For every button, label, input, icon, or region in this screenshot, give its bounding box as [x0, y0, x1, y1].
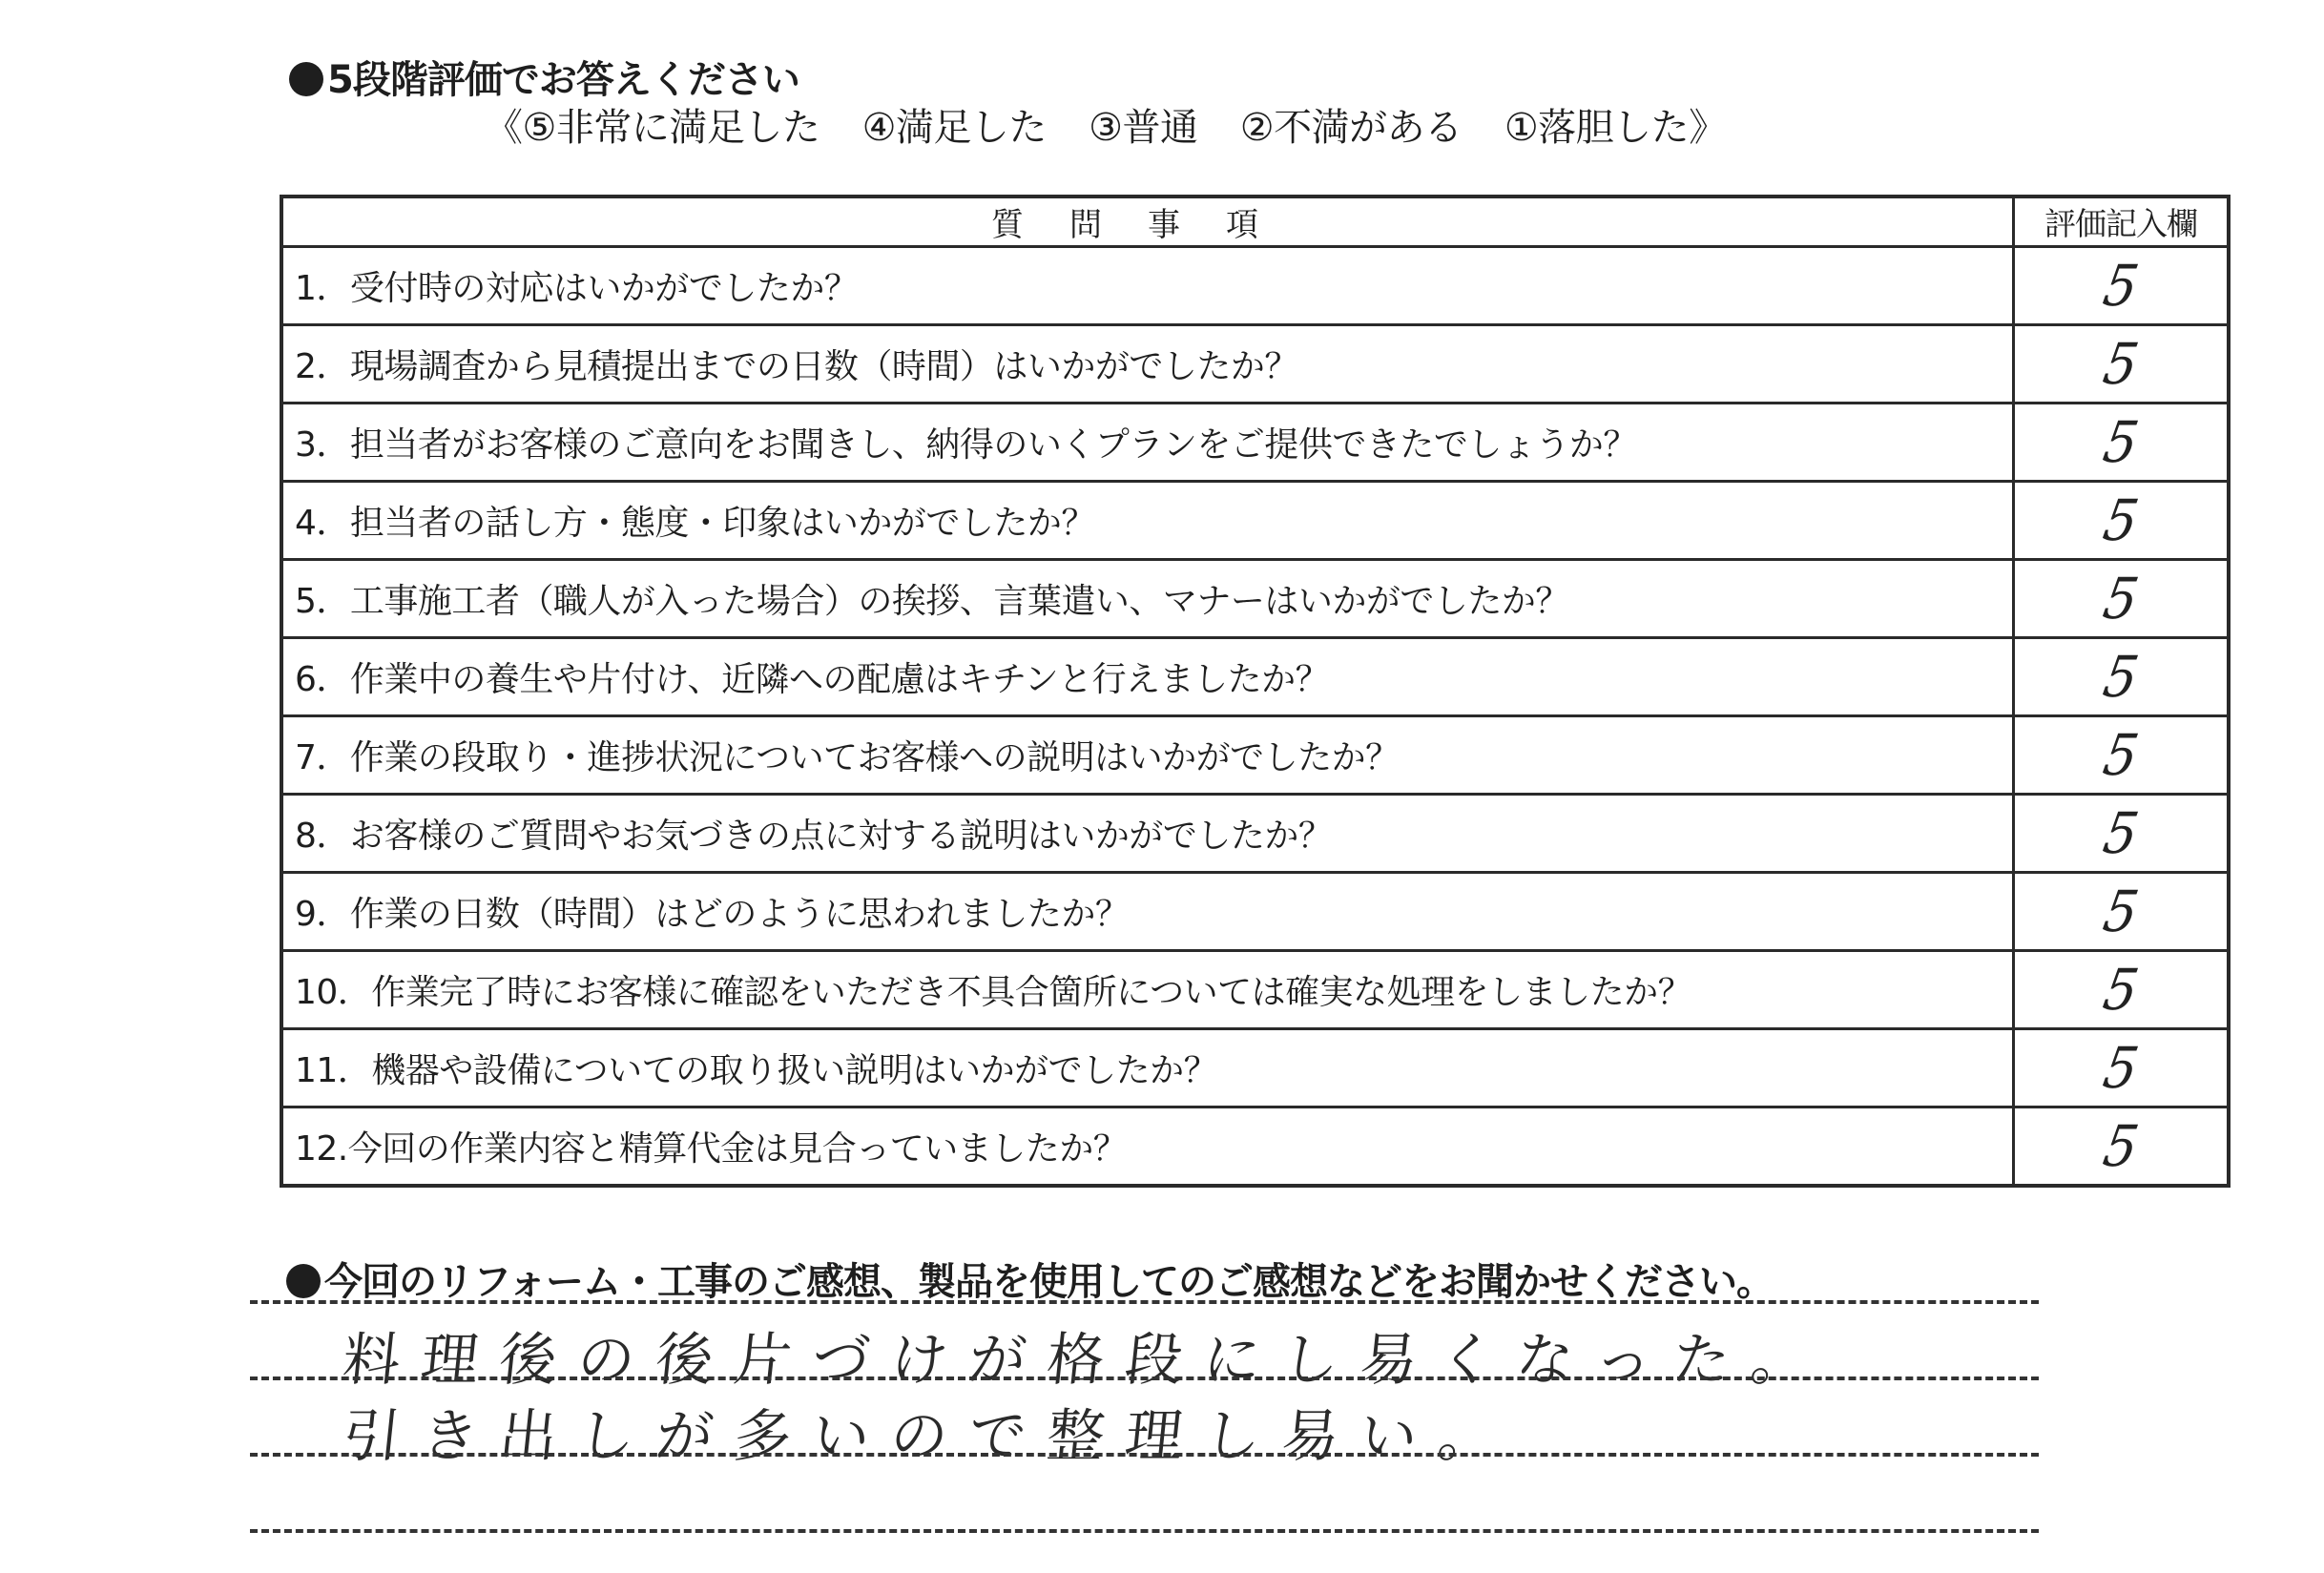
question-cell: 1．受付時の対応はいかがでしたか？	[281, 247, 2014, 325]
question-cell: 8．お客様のご質問やお気づきの点に対する説明はいかがでしたか？	[281, 795, 2014, 873]
question-cell: 12.今回の作業内容と精算代金は見合っていましたか？	[281, 1107, 2014, 1187]
rating-cell[interactable]	[2014, 325, 2230, 404]
scale-4: ④満足した	[861, 106, 1047, 150]
question-cell: 6．作業中の養生や片付け、近隣への配慮はキチンと行えましたか？	[281, 638, 2014, 716]
question-cell: 5．工事施工者（職人が入った場合）の挨拶、言葉遣い、マナーはいかがでしたか？	[281, 560, 2014, 638]
comment-rule	[250, 1453, 2039, 1457]
table-row	[281, 951, 2229, 1029]
rating-value: 5	[2098, 799, 2144, 867]
question-cell: 3．担当者がお客様のご意向をお聞きし、納得のいくプランをご提供できたでしょうか？	[281, 404, 2014, 482]
rating-cell[interactable]	[2014, 560, 2230, 638]
question-cell: 4．担当者の話し方・態度・印象はいかがでしたか？	[281, 482, 2014, 560]
rating-cell[interactable]	[2014, 795, 2230, 873]
table-row	[281, 560, 2229, 638]
scale-1: ①落胆した》	[1504, 106, 1727, 150]
rating-value: 5	[2098, 486, 2144, 554]
title-text: 5段階評価でお答えください	[327, 58, 799, 102]
question-cell: 11．機器や設備についての取り扱い説明はいかがでしたか？	[281, 1029, 2014, 1107]
rating-column-header: 評価記入欄	[2014, 197, 2230, 247]
rating-cell[interactable]	[2014, 482, 2230, 560]
table-row	[281, 247, 2229, 325]
comments-title	[286, 1252, 1774, 1306]
rating-value: 5	[2098, 956, 2144, 1024]
comment-rule	[250, 1300, 2039, 1304]
rating-cell[interactable]	[2014, 716, 2230, 795]
question-cell: 10．作業完了時にお客様に確認をいただき不具合箇所については確実な処理をしましたか？	[281, 951, 2014, 1029]
question-column-header: 質問事項	[281, 197, 2014, 247]
table-row	[281, 716, 2229, 795]
table-row	[281, 482, 2229, 560]
rating-value: 5	[2098, 1034, 2144, 1102]
rating-instructions-title	[289, 50, 799, 104]
bullet-icon	[286, 1264, 321, 1298]
rating-cell[interactable]	[2014, 951, 2230, 1029]
rating-scale-legend	[485, 97, 1727, 152]
rating-cell[interactable]	[2014, 638, 2230, 716]
table-row	[281, 325, 2229, 404]
table-row	[281, 1107, 2229, 1187]
rating-value: 5	[2098, 252, 2144, 320]
scale-5: 《⑤非常に満足した	[485, 106, 820, 150]
comment-rule	[250, 1376, 2039, 1380]
rating-value: 5	[2098, 643, 2144, 711]
comment-line-2[interactable]: 引き出しが多いので整理し易い。	[339, 1403, 1521, 1470]
rating-value: 5	[2098, 1112, 2144, 1180]
rating-cell[interactable]	[2014, 873, 2230, 951]
table-row	[281, 795, 2229, 873]
rating-cell[interactable]	[2014, 1029, 2230, 1107]
table-header-row	[281, 197, 2229, 247]
question-cell: 7．作業の段取り・進捗状況についてお客様への説明はいかがでしたか？	[281, 716, 2014, 795]
rating-cell[interactable]	[2014, 247, 2230, 325]
comment-line-1[interactable]: 料理後の後片づけが格段にし易くなった。	[339, 1327, 1834, 1394]
scale-2: ②不満がある	[1239, 106, 1463, 150]
question-cell: 2．現場調査から見積提出までの日数（時間）はいかがでしたか？	[281, 325, 2014, 404]
rating-value: 5	[2098, 878, 2144, 945]
survey-table	[280, 195, 2231, 1188]
rating-value: 5	[2098, 408, 2144, 476]
comment-rule	[250, 1529, 2039, 1533]
scale-3: ③普通	[1089, 106, 1198, 150]
bullet-icon	[289, 62, 323, 96]
table-row	[281, 873, 2229, 951]
rating-value: 5	[2098, 721, 2144, 789]
table-row	[281, 638, 2229, 716]
rating-value: 5	[2098, 330, 2144, 398]
comments-title-text: 今回のリフォーム・工事のご感想、製品を使用してのご感想などをお聞かせください。	[324, 1260, 1774, 1304]
table-row	[281, 1029, 2229, 1107]
rating-value: 5	[2098, 565, 2144, 632]
question-cell: 9．作業の日数（時間）はどのように思われましたか？	[281, 873, 2014, 951]
table-row	[281, 404, 2229, 482]
rating-cell[interactable]	[2014, 404, 2230, 482]
rating-cell[interactable]	[2014, 1107, 2230, 1187]
